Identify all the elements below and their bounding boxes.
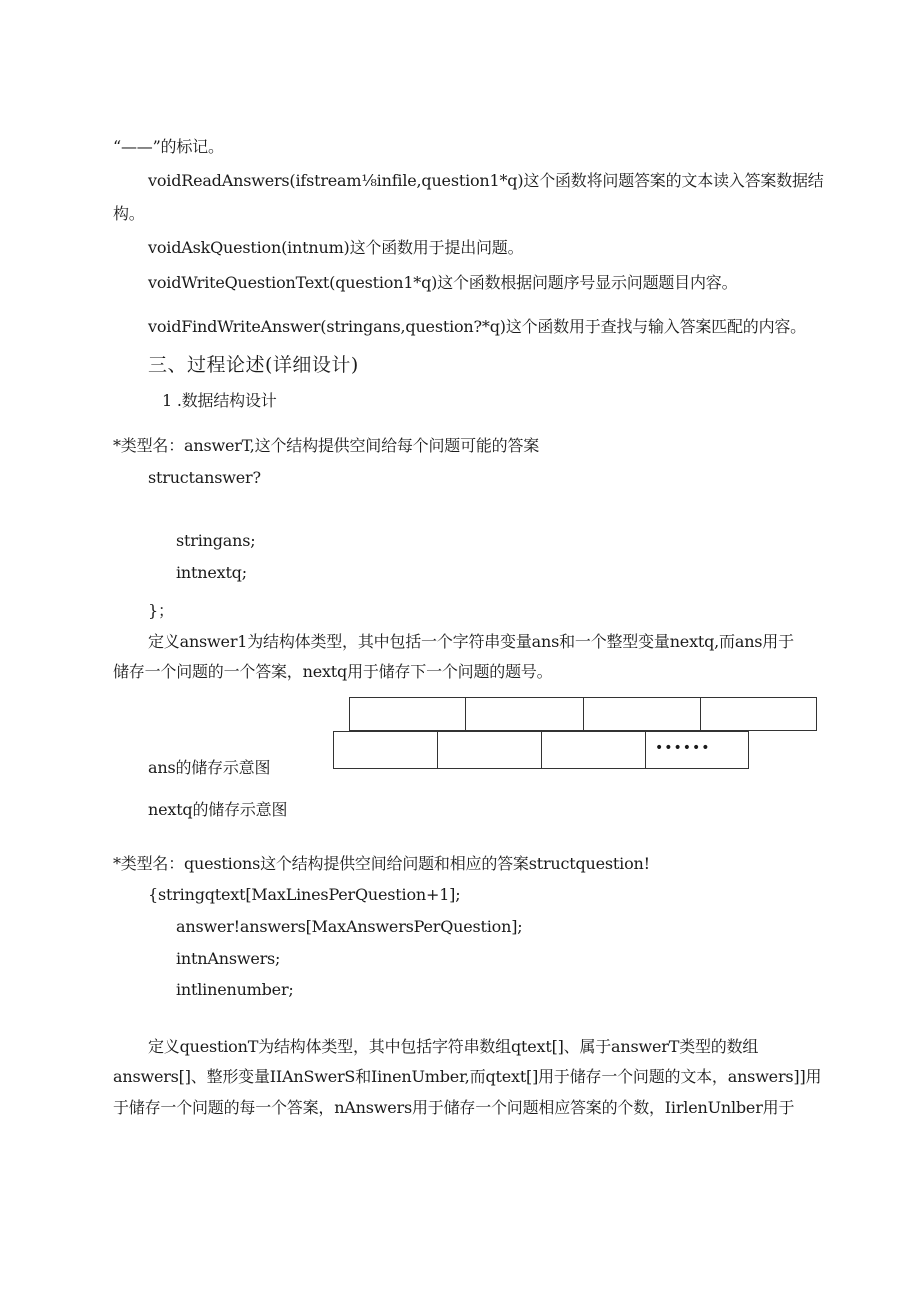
text-line-read-answers: voidReadAnswers(ifstream⅛infile,question1*q)这个函数将问题答案的文本读入答案数据结: [148, 171, 824, 190]
storage-cell: [541, 731, 647, 769]
paragraph-answer-def-2: 储存一个问题的一个答案，nextq用于储存下一个问题的题号。: [113, 662, 553, 681]
paragraph-answer-def-1: 定义answer1为结构体类型，其中包括一个字符串变量ans和一个整型变量nextq,而ans用于: [148, 632, 794, 651]
paragraph-question-def-3: 于储存一个问题的每一个答案，nAnswers用于储存一个问题相应答案的个数，IirlenUnlber用于: [113, 1098, 795, 1117]
text-line-read-answers-cont: 构。: [113, 204, 145, 223]
storage-cell: [333, 731, 439, 769]
text-line-quote-mark: “——”的标记。: [113, 137, 224, 156]
subsection-heading: 1 .数据结构设计: [162, 391, 277, 410]
storage-cell: [437, 731, 543, 769]
paragraph-question-def-2: answers[]、整形变量IIAnSwerS和IinenUmber,而qtext[]用于储存一个问题的文本，answers]]用: [113, 1067, 822, 1086]
code-line-qtext: {stringqtext[MaxLinesPerQuestion+1];: [148, 885, 461, 904]
storage-cell: [700, 697, 817, 731]
code-line-close-brace: }；: [148, 601, 174, 620]
code-line-int-nextq: intnextq;: [176, 563, 247, 582]
text-line-write-question-text: voidWriteQuestionText(question1*q)这个函数根据问题序号显示问题题目内容。: [148, 273, 738, 292]
ellipsis-marker: ••••••: [655, 740, 711, 756]
text-line-ask-question: voidAskQuestion(intnum)这个函数用于提出问题。: [148, 238, 524, 257]
code-line-linenumber: intlinenumber;: [176, 980, 294, 999]
code-line-string-ans: stringans;: [176, 531, 256, 550]
code-line-answers-array: answer!answers[MaxAnswersPerQuestion];: [176, 917, 523, 936]
storage-cell: [583, 697, 702, 731]
storage-cell: [349, 697, 467, 731]
text-line-question-type: *类型名：questions这个结构提供空间给问题和相应的答案structquestion!: [113, 854, 650, 873]
text-line-answer-type: *类型名：answerT,这个结构提供空间给每个问题可能的答案: [113, 436, 540, 455]
storage-cell: [465, 697, 585, 731]
paragraph-question-def-1: 定义questionT为结构体类型，其中包括字符串数组qtext[]、属于answerT类型的数组: [148, 1037, 759, 1056]
section-heading: 三、过程论述(详细设计): [148, 354, 359, 376]
ans-storage-caption: ans的储存示意图: [148, 758, 271, 777]
code-line-struct-answer: structanswer?: [148, 468, 261, 487]
text-line-find-write-answer: voidFindWriteAnswer(stringans,question?*q)这个函数用于查找与输入答案匹配的内容。: [148, 317, 806, 336]
nextq-storage-caption: nextq的储存示意图: [148, 800, 288, 819]
code-line-nanswers: intnAnswers;: [176, 949, 281, 968]
